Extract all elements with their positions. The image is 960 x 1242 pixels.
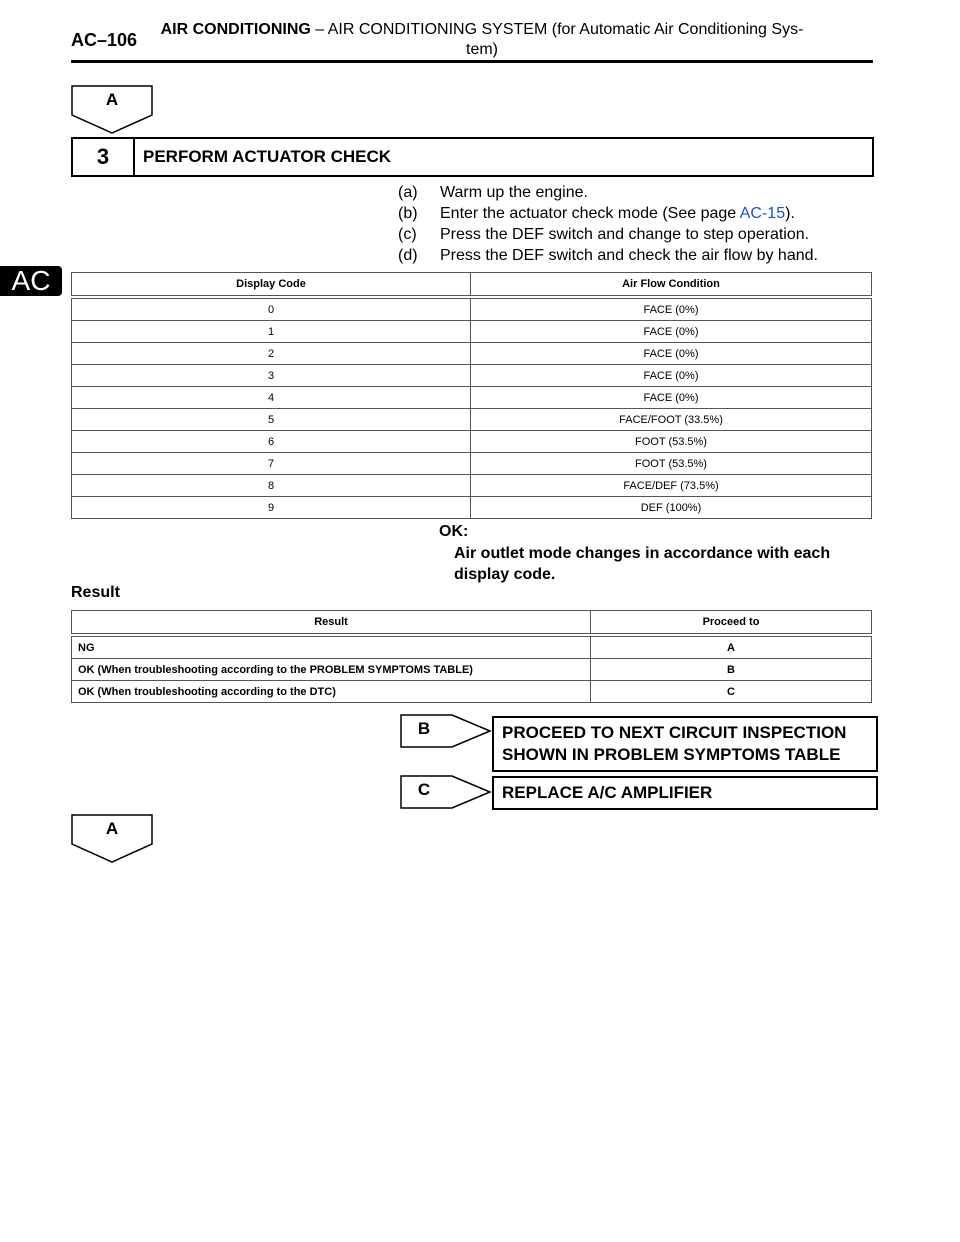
column-header: Result — [72, 611, 591, 636]
section-tab: AC — [0, 266, 62, 296]
instruction-text: Press the DEF switch and change to step operation. — [440, 226, 810, 243]
air-flow-cell: FACE (0%) — [471, 387, 872, 409]
table-header-row — [72, 273, 872, 298]
table-row — [72, 343, 872, 365]
instruction-label: (d) — [398, 247, 418, 264]
column-header: Air Flow Condition — [471, 273, 872, 298]
display-code-cell: 8 — [72, 475, 471, 497]
table-row — [72, 297, 872, 321]
proceed-cell: C — [591, 681, 872, 703]
result-cell: OK (When troubleshooting according to the DTC) — [72, 681, 591, 703]
instruction-item — [398, 203, 818, 224]
outcome-box-c — [492, 776, 878, 810]
display-code-cell: 3 — [72, 365, 471, 387]
page-title — [152, 20, 812, 60]
flow-arrow-label: C — [417, 780, 431, 799]
air-flow-cell: FACE/DEF (73.5%) — [471, 475, 872, 497]
table-row — [72, 681, 872, 703]
air-flow-cell: FACE/FOOT (33.5%) — [471, 409, 872, 431]
table-row — [72, 431, 872, 453]
column-header: Display Code — [72, 273, 471, 298]
table-row — [72, 321, 872, 343]
title-subsection: – AIR CONDITIONING SYSTEM (for Automatic Air Conditioning Sys- — [310, 21, 804, 38]
instruction-label: (c) — [398, 226, 417, 243]
instruction-text: Press the DEF switch and check the air flow by hand. — [440, 247, 818, 264]
flow-marker-bottom — [71, 814, 153, 864]
instruction-list — [398, 182, 818, 266]
display-code-cell: 4 — [72, 387, 471, 409]
air-flow-cell: FACE (0%) — [471, 365, 872, 387]
page-reference-link[interactable]: AC-15 — [739, 205, 786, 222]
display-code-cell: 2 — [72, 343, 471, 365]
display-code-cell: 0 — [72, 297, 471, 321]
display-code-cell: 9 — [72, 497, 471, 519]
table-row — [72, 387, 872, 409]
instruction-label: (a) — [398, 184, 418, 201]
result-heading: Result — [71, 584, 120, 601]
result-cell: NG — [72, 635, 591, 659]
proceed-cell: B — [591, 659, 872, 681]
instruction-item — [398, 245, 818, 266]
ok-criteria — [454, 543, 874, 585]
display-code-cell: 6 — [72, 431, 471, 453]
step-number: 3 — [73, 139, 135, 175]
air-flow-cell: FOOT (53.5%) — [471, 453, 872, 475]
outcome-text: SHOWN IN PROBLEM SYMPTOMS TABLE — [502, 745, 841, 764]
display-code-cell: 1 — [72, 321, 471, 343]
result-table — [71, 610, 872, 703]
step-title: PERFORM ACTUATOR CHECK — [143, 147, 392, 166]
page-number: AC–106 — [71, 30, 138, 50]
air-flow-cell: FACE (0%) — [471, 321, 872, 343]
outcome-text: PROCEED TO NEXT CIRCUIT INSPECTION — [502, 723, 847, 742]
title-section: AIR CONDITIONING — [160, 21, 311, 38]
instruction-text: Warm up the engine. — [440, 184, 588, 201]
table-row — [72, 497, 872, 519]
table-row — [72, 635, 872, 659]
column-header: Proceed to — [591, 611, 872, 636]
air-flow-table — [71, 272, 872, 519]
proceed-cell: A — [591, 635, 872, 659]
outcome-text: REPLACE A/C AMPLIFIER — [502, 783, 713, 802]
flow-arrow-c — [400, 775, 492, 809]
air-flow-cell: FACE (0%) — [471, 297, 872, 321]
step-header — [71, 137, 874, 177]
air-flow-cell: FACE (0%) — [471, 343, 872, 365]
flow-marker-top — [71, 85, 153, 135]
table-row — [72, 453, 872, 475]
air-flow-cell: FOOT (53.5%) — [471, 431, 872, 453]
display-code-cell: 5 — [72, 409, 471, 431]
display-code-cell: 7 — [72, 453, 471, 475]
table-row — [72, 659, 872, 681]
header-divider — [71, 60, 873, 63]
table-row — [72, 475, 872, 497]
ok-criteria-line: display code. — [454, 566, 556, 583]
flow-arrow-b — [400, 714, 492, 748]
ok-label: OK: — [439, 523, 469, 540]
result-cell: OK (When troubleshooting according to the PROBLEM SYMPTOMS TABLE) — [72, 659, 591, 681]
instruction-item — [398, 224, 818, 245]
table-header-row — [72, 611, 872, 636]
table-row — [72, 409, 872, 431]
ok-criteria-line: Air outlet mode changes in accordance with each — [454, 545, 831, 562]
flow-marker-top-label: A — [105, 90, 119, 109]
air-flow-cell: DEF (100%) — [471, 497, 872, 519]
instruction-label: (b) — [398, 205, 418, 222]
outcome-box-b — [492, 716, 878, 772]
instruction-item — [398, 182, 818, 203]
table-row — [72, 365, 872, 387]
flow-marker-bottom-label: A — [105, 819, 119, 838]
instruction-text: Enter the actuator check mode (See page AC-15). — [440, 205, 795, 222]
flow-arrow-label: B — [417, 719, 431, 738]
title-continuation: tem) — [466, 41, 498, 58]
